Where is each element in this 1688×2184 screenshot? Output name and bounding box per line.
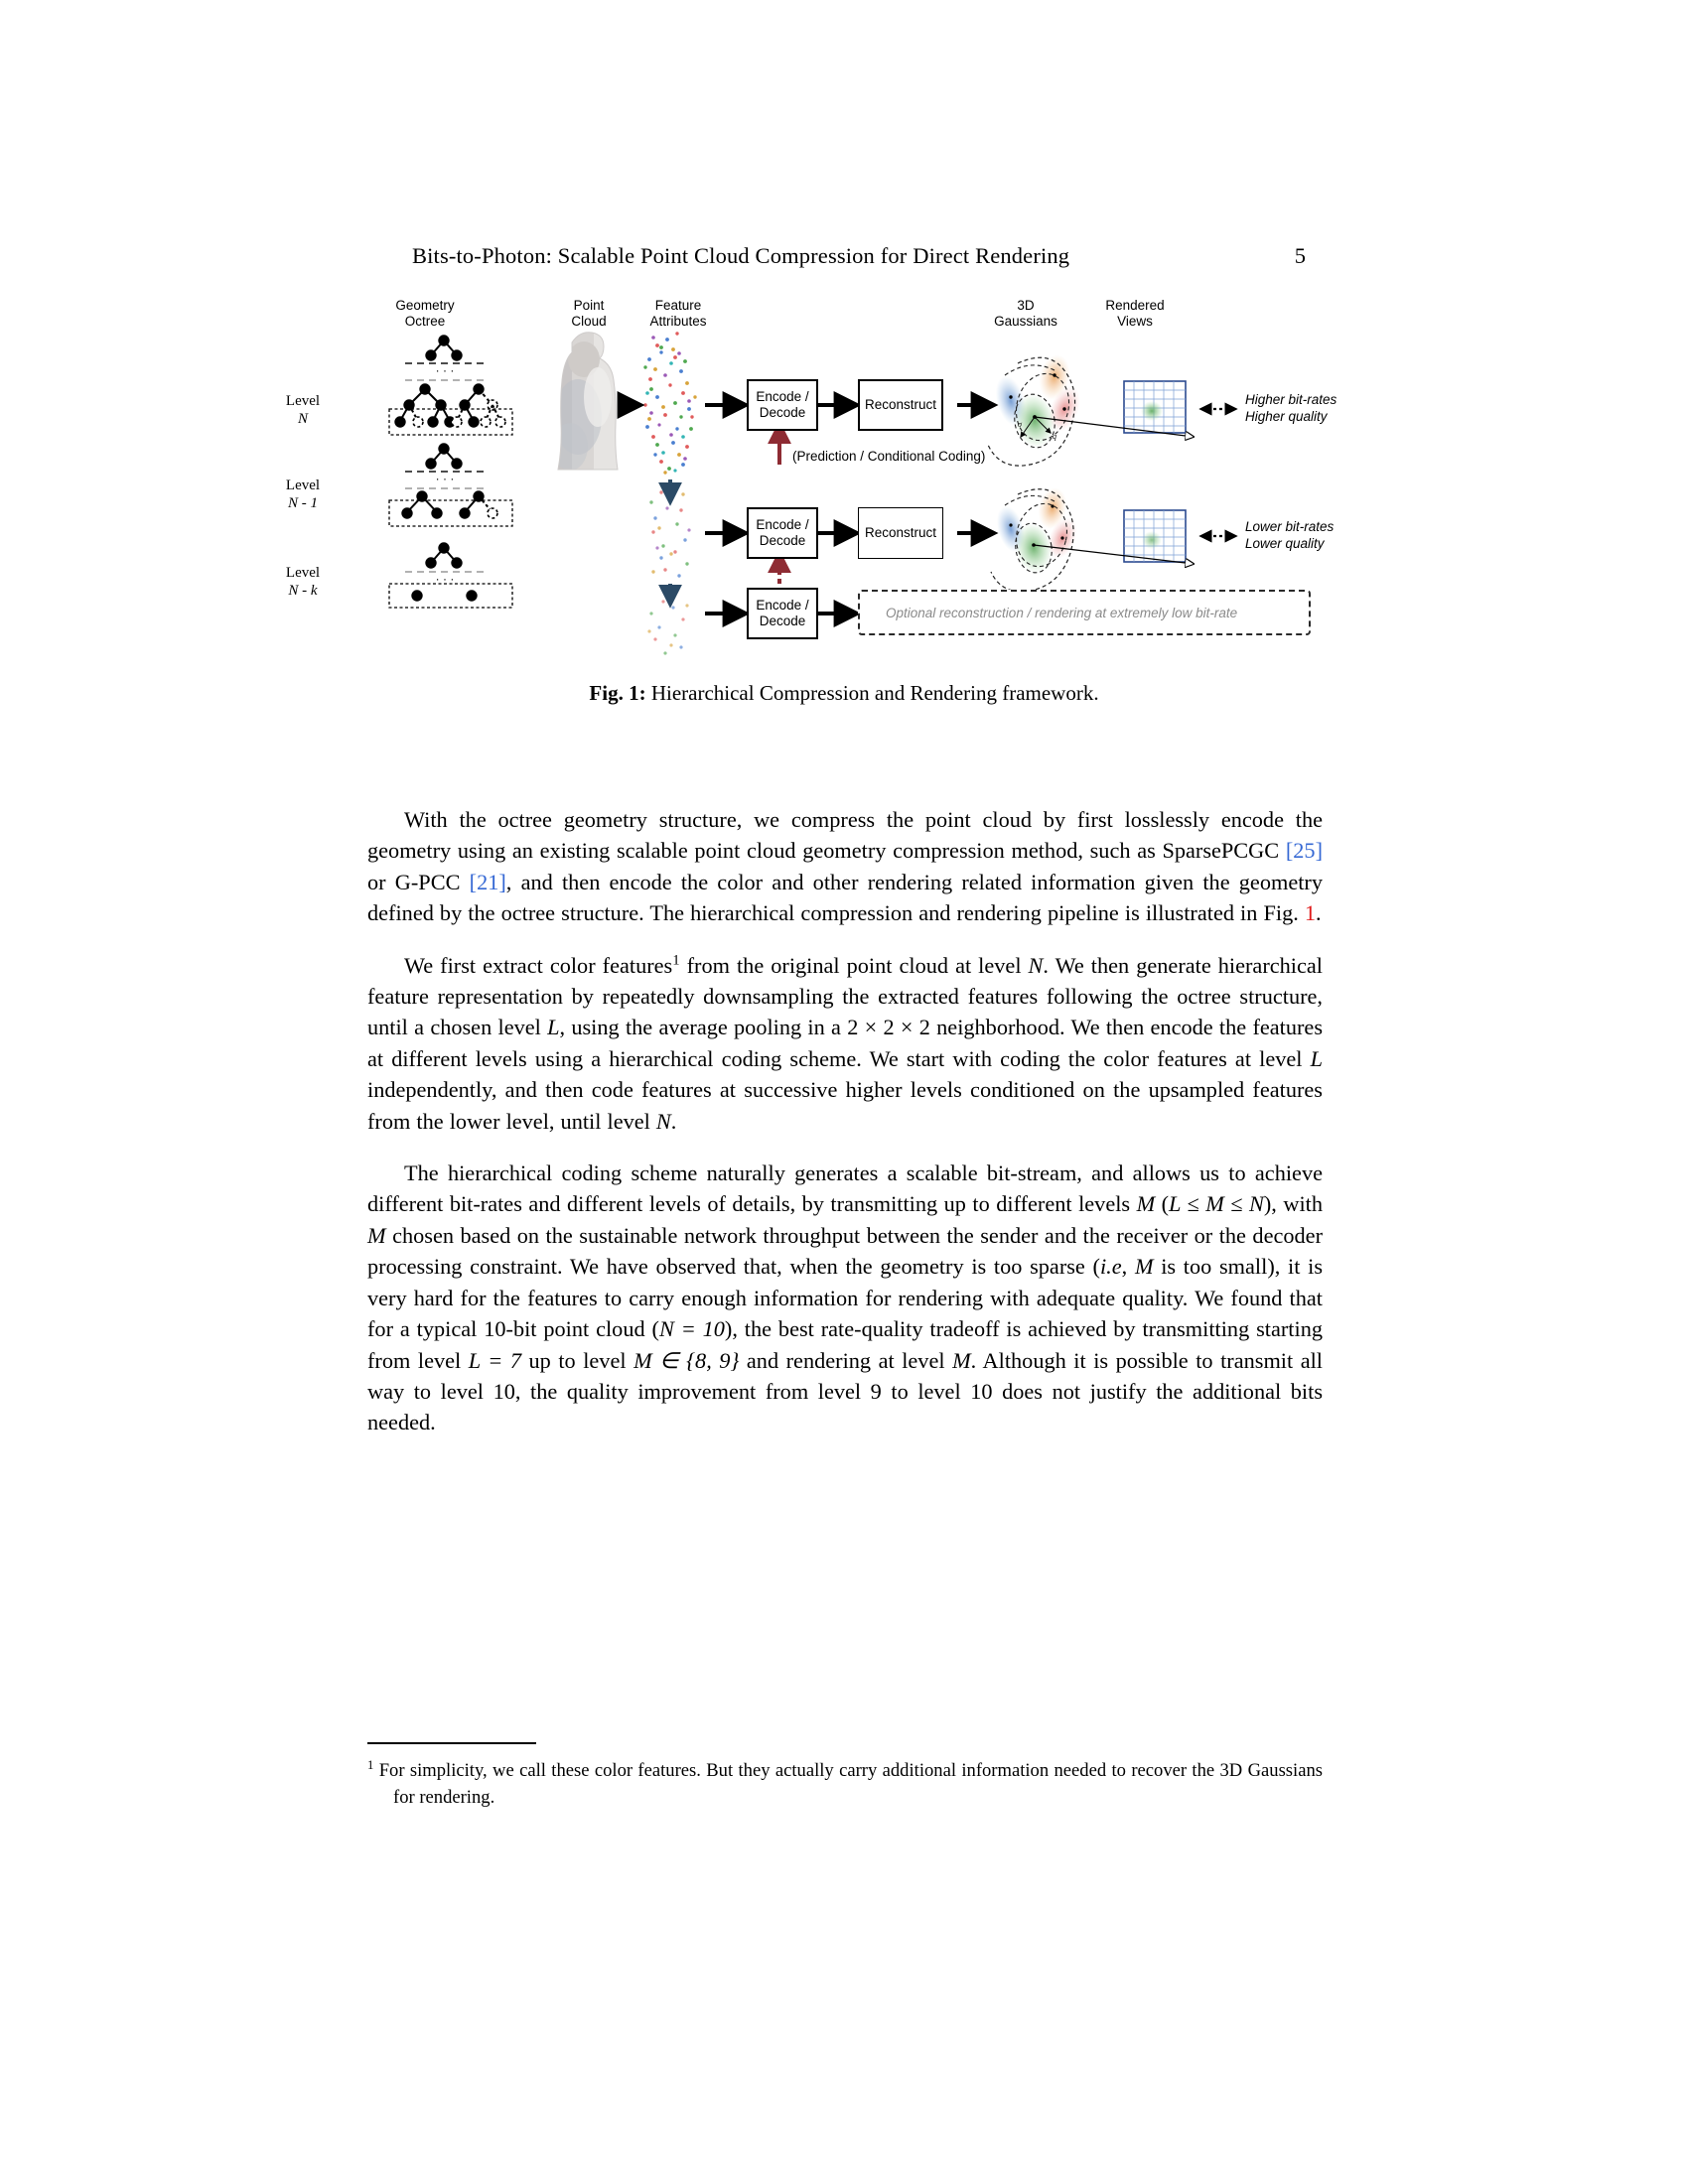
figure-1 xyxy=(285,298,1337,665)
p1-part-b: or G-PCC xyxy=(367,869,470,894)
p2-part-b: from the original point cloud at level xyxy=(679,952,1029,978)
p3-part-b: ( xyxy=(1155,1191,1170,1217)
level-label-n-1 xyxy=(268,477,338,512)
box-line: Encode / xyxy=(756,517,809,532)
label-line: Cloud xyxy=(571,314,607,329)
label-line: 3D xyxy=(1017,298,1035,313)
label-line: Gaussians xyxy=(994,314,1057,329)
p2-part-f: . xyxy=(670,1108,677,1134)
sidenote-line: Lower bit-rates xyxy=(1245,519,1335,534)
octree-level-n xyxy=(389,336,512,435)
p1-part-c: , and then encode the color and other rendering related information given the geometry defined by the octree structure. The hierarchical compression and rendering pipeline is illustrated in Fig. xyxy=(367,869,1323,926)
footnote-rule xyxy=(367,1742,536,1744)
level-value: N - 1 xyxy=(288,495,318,511)
sidenote-line: Lower quality xyxy=(1245,536,1325,551)
box-line: Reconstruct xyxy=(864,397,937,412)
figure-reference-1[interactable]: 1 xyxy=(1304,900,1317,926)
p3-part-g: ), the best rate-quality tradeoff is achieved by transmitting starting from level xyxy=(367,1316,1323,1373)
feature-cloud-level-n-k xyxy=(647,600,688,654)
figure-caption-text: Hierarchical Compression and Rendering framework. xyxy=(650,681,1099,705)
prediction-conditional-coding-label: (Prediction / Conditional Coding) xyxy=(792,449,986,464)
label-line: Views xyxy=(1117,314,1153,329)
running-head-title: Bits-to-Photon: Scalable Point Cloud Compression for Direct Rendering xyxy=(412,243,1070,268)
optional-reconstruction-box xyxy=(858,590,1311,635)
reconstruct-box-2 xyxy=(858,507,943,559)
box-line: Encode / xyxy=(756,389,809,404)
level-label-n-k xyxy=(268,564,338,600)
math-L: L xyxy=(547,1015,560,1040)
math-L-equals-7: L = 7 xyxy=(468,1347,521,1373)
feature-cloud-level-n xyxy=(643,332,696,474)
box-line: Decode xyxy=(759,614,806,628)
citation-25[interactable]: [25] xyxy=(1285,838,1323,864)
p3-part-d: chosen based on the sustainable network throughput between the sender and the receiver or the decoder processing constraint. We have observed that, when the geometry is too sparse ( xyxy=(367,1222,1323,1280)
label-line: Octree xyxy=(404,314,446,329)
footnote-marker-link[interactable]: 1 xyxy=(672,952,680,969)
level-word: Level xyxy=(285,478,321,493)
level-word: Level xyxy=(285,565,321,581)
p2-part-d: , using the average pooling in a 2 × 2 × 2 neighborhood. We then encode the features at different levels using a hierarchical coding scheme. We start with coding the color features at level xyxy=(367,1015,1323,1071)
level-value: N - k xyxy=(288,583,318,599)
optional-text: Optional reconstruction / rendering at extremely low bit-rate xyxy=(886,605,1238,620)
svg-text:· · ·: · · · xyxy=(435,363,455,377)
svg-text:σ: σ xyxy=(1018,420,1022,429)
math-N: N xyxy=(1028,952,1044,978)
encode-decode-box-2 xyxy=(747,507,818,559)
math-N: N xyxy=(655,1108,671,1134)
p3-part-j: . Although it is possible to transmit all way to level 10, the quality improvement from level 9 to level 10 does not justify the additional bits needed. xyxy=(367,1347,1323,1435)
math-M: M xyxy=(367,1222,386,1248)
p3-part-e: , xyxy=(1121,1254,1135,1280)
footnote-1 xyxy=(367,1757,1323,1811)
paragraph-3 xyxy=(367,1158,1323,1438)
body-text xyxy=(367,804,1323,1459)
label-line: Feature xyxy=(654,298,702,313)
point-cloud-statue xyxy=(546,333,626,472)
p1-part-a: With the octree geometry structure, we compress the point cloud by first losslessly encode the geometry using an existing scalable point cloud geometry compression method, such as SparsePCGC xyxy=(367,807,1323,864)
math-M: M xyxy=(1136,1191,1156,1217)
p3-part-h: up to level xyxy=(520,1347,634,1373)
p3-part-i: and rendering at level xyxy=(739,1347,953,1373)
level-label-n xyxy=(268,392,338,428)
box-line: Encode / xyxy=(756,598,809,613)
encode-decode-box-1 xyxy=(747,379,818,431)
box-line: Decode xyxy=(759,405,806,420)
reconstruct-box-1 xyxy=(858,379,943,431)
sidenote-line: Higher quality xyxy=(1245,409,1328,424)
svg-text:· · ·: · · · xyxy=(435,472,455,485)
p1-part-d: . xyxy=(1316,900,1322,926)
octree-level-n-1 xyxy=(389,444,512,526)
page-number: 5 xyxy=(1294,243,1306,268)
citation-21[interactable]: [21] xyxy=(469,869,506,894)
label-line: Geometry xyxy=(395,298,455,313)
p2-part-a: We first extract color features xyxy=(404,952,673,978)
math-M: M xyxy=(952,1347,971,1373)
svg-text:· · ·: · · · xyxy=(435,572,455,586)
latin-abbrev-ie: i.e xyxy=(1099,1254,1122,1280)
p2-part-c: . We then generate hierarchical feature representation by repeatedly downsampling the extracted features following the octree structure, until a chosen level xyxy=(367,952,1323,1040)
encode-decode-box-3 xyxy=(747,588,818,639)
footnote-area xyxy=(367,1742,1323,1811)
sidenote-higher-bitrates xyxy=(1245,391,1336,425)
math-M: M xyxy=(1134,1254,1154,1280)
label-line: Attributes xyxy=(649,314,707,329)
math-inequality: L ≤ M ≤ N xyxy=(1169,1191,1264,1217)
figure-caption xyxy=(367,680,1321,707)
math-L: L xyxy=(1310,1045,1323,1071)
p2-part-e: independently, and then code features at successive higher levels conditioned on the upsampled features from the lower level, until level xyxy=(367,1077,1323,1134)
footnote-number: 1 xyxy=(367,1758,374,1772)
gaussians-illustration-2 xyxy=(991,485,1082,592)
feature-cloud-level-n-1 xyxy=(649,490,690,577)
running-head xyxy=(412,243,1306,269)
figure-caption-label: Fig. 1: xyxy=(589,681,646,705)
math-M-in-set: M ∈ {8, 9} xyxy=(633,1347,740,1373)
svg-text:q: q xyxy=(1053,432,1056,441)
box-line: Decode xyxy=(759,533,806,548)
box-line: Reconstruct xyxy=(864,525,937,540)
level-word: Level xyxy=(285,393,321,409)
paragraph-1 xyxy=(367,804,1323,929)
p3-part-c: ), with xyxy=(1263,1191,1323,1217)
label-line: Rendered xyxy=(1105,298,1165,313)
p3-part-a: The hierarchical coding scheme naturally generates a scalable bit-stream, and allows us to achieve different bit-rates and different levels of details, by transmitting up to different levels xyxy=(367,1160,1323,1217)
paragraph-2 xyxy=(367,950,1323,1137)
p3-part-f: is too small), it is very hard for the features to carry enough information for rendering with adequate quality. We found that for a typical 10-bit point cloud ( xyxy=(367,1254,1323,1342)
gaussians-illustration-1 xyxy=(988,351,1086,466)
octree-level-n-k xyxy=(389,543,512,608)
level-value: N xyxy=(297,411,308,427)
footnote-body: For simplicity, we call these color features. But they actually carry additional information needed to recover the 3D Gaussians for rendering. xyxy=(378,1760,1323,1809)
math-N-equals-10: N = 10 xyxy=(658,1316,725,1342)
sidenote-lower-bitrates xyxy=(1245,518,1334,552)
label-line: Point xyxy=(573,298,605,313)
sidenote-line: Higher bit-rates xyxy=(1245,392,1337,407)
